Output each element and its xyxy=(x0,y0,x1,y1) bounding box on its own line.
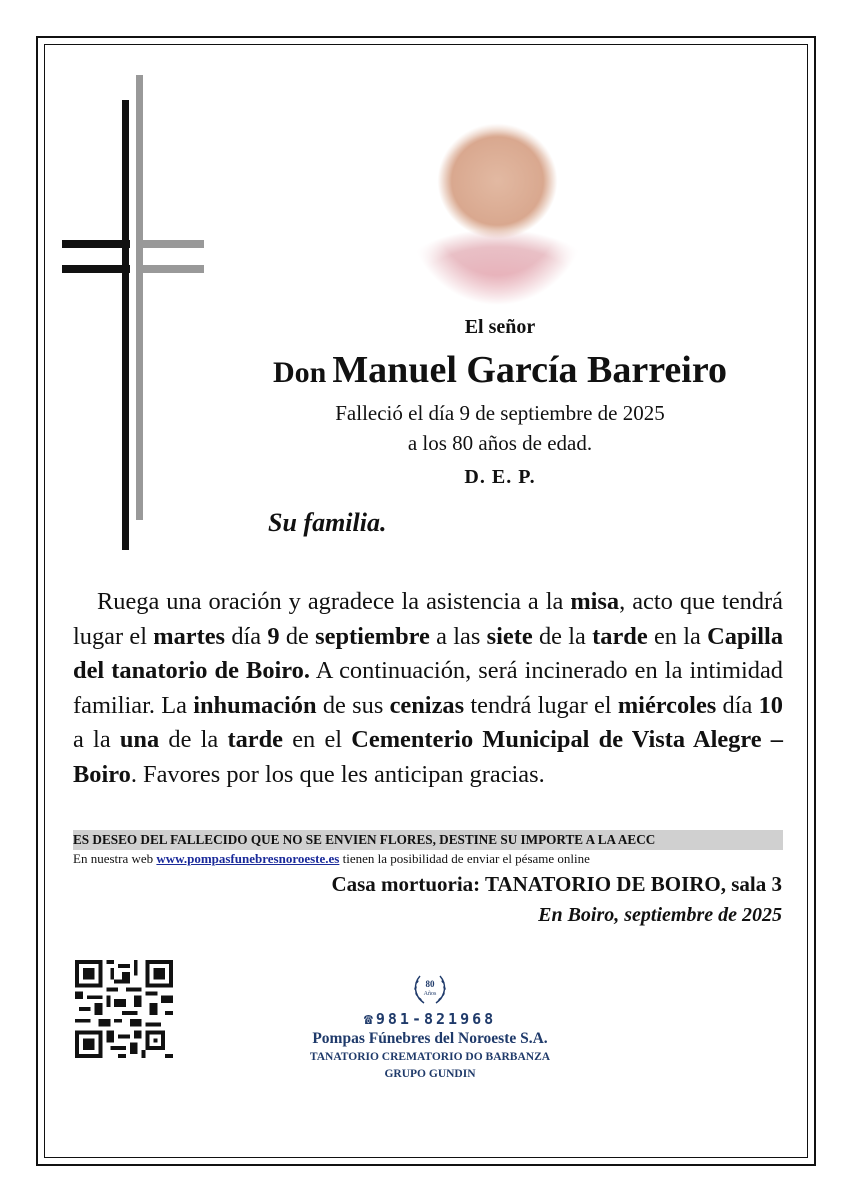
full-name: Manuel García Barreiro xyxy=(332,349,728,391)
phone-icon: ☎ xyxy=(363,1010,376,1028)
website-link[interactable]: www.pompasfunebresnoroeste.es xyxy=(156,851,340,866)
company-phone: ☎981-821968 xyxy=(363,1010,497,1028)
flowers-notice: ES DESEO DEL FALLECIDO QUE NO SE ENVIEN FLORES, DESTINE SU IMPORTE A LA AECC xyxy=(73,830,783,850)
company-group: GRUPO GUNDIN xyxy=(384,1068,476,1080)
rip-text: D. E. P. xyxy=(464,466,536,488)
mortuary-location: Casa mortuoria: TANATORIO DE BOIRO, sala 3 xyxy=(331,872,782,896)
intro-text: El señor xyxy=(464,316,536,338)
svg-text:Años: Años xyxy=(423,991,437,997)
death-date-line: Falleció el día 9 de septiembre de 2025 xyxy=(335,401,665,425)
qr-code-icon[interactable] xyxy=(75,960,173,1058)
web-condolence-line: En nuestra web www.pompasfunebresnoroeste.es tienen la posibilidad de enviar el pésame online xyxy=(73,851,590,866)
cross-icon xyxy=(60,75,210,555)
svg-text:80: 80 xyxy=(425,979,435,989)
anniversary-wreath-logo xyxy=(410,968,450,1008)
name-prefix: Don xyxy=(272,356,327,389)
company-subtitle: TANATORIO CREMATORIO DO BARBANZA xyxy=(309,1051,551,1063)
age-line: a los 80 años de edad. xyxy=(407,431,593,455)
place-date: En Boiro, septiembre de 2025 xyxy=(538,904,782,926)
ceremony-paragraph: Ruega una oración y agradece la asistencia a la misa, acto que tendrá lugar el martes día 9 de septiembre a las siete de la tarde en la Capilla del tanatorio de Boiro. A continuación, será incinerado en la intimidad familiar. La inhumación de sus cenizas tendrá lugar el miércoles día 10 a la una de la tarde en el Cementerio Municipal de Vista Alegre – Boiro. Favores por los que les anticipan gracias. xyxy=(73,588,784,788)
death-info xyxy=(240,398,760,458)
deceased-name xyxy=(240,348,760,392)
company-name: Pompas Fúnebres del Noroeste S.A. xyxy=(312,1030,548,1047)
deceased-portrait xyxy=(405,105,590,305)
family-signature: Su familia. xyxy=(268,508,387,537)
